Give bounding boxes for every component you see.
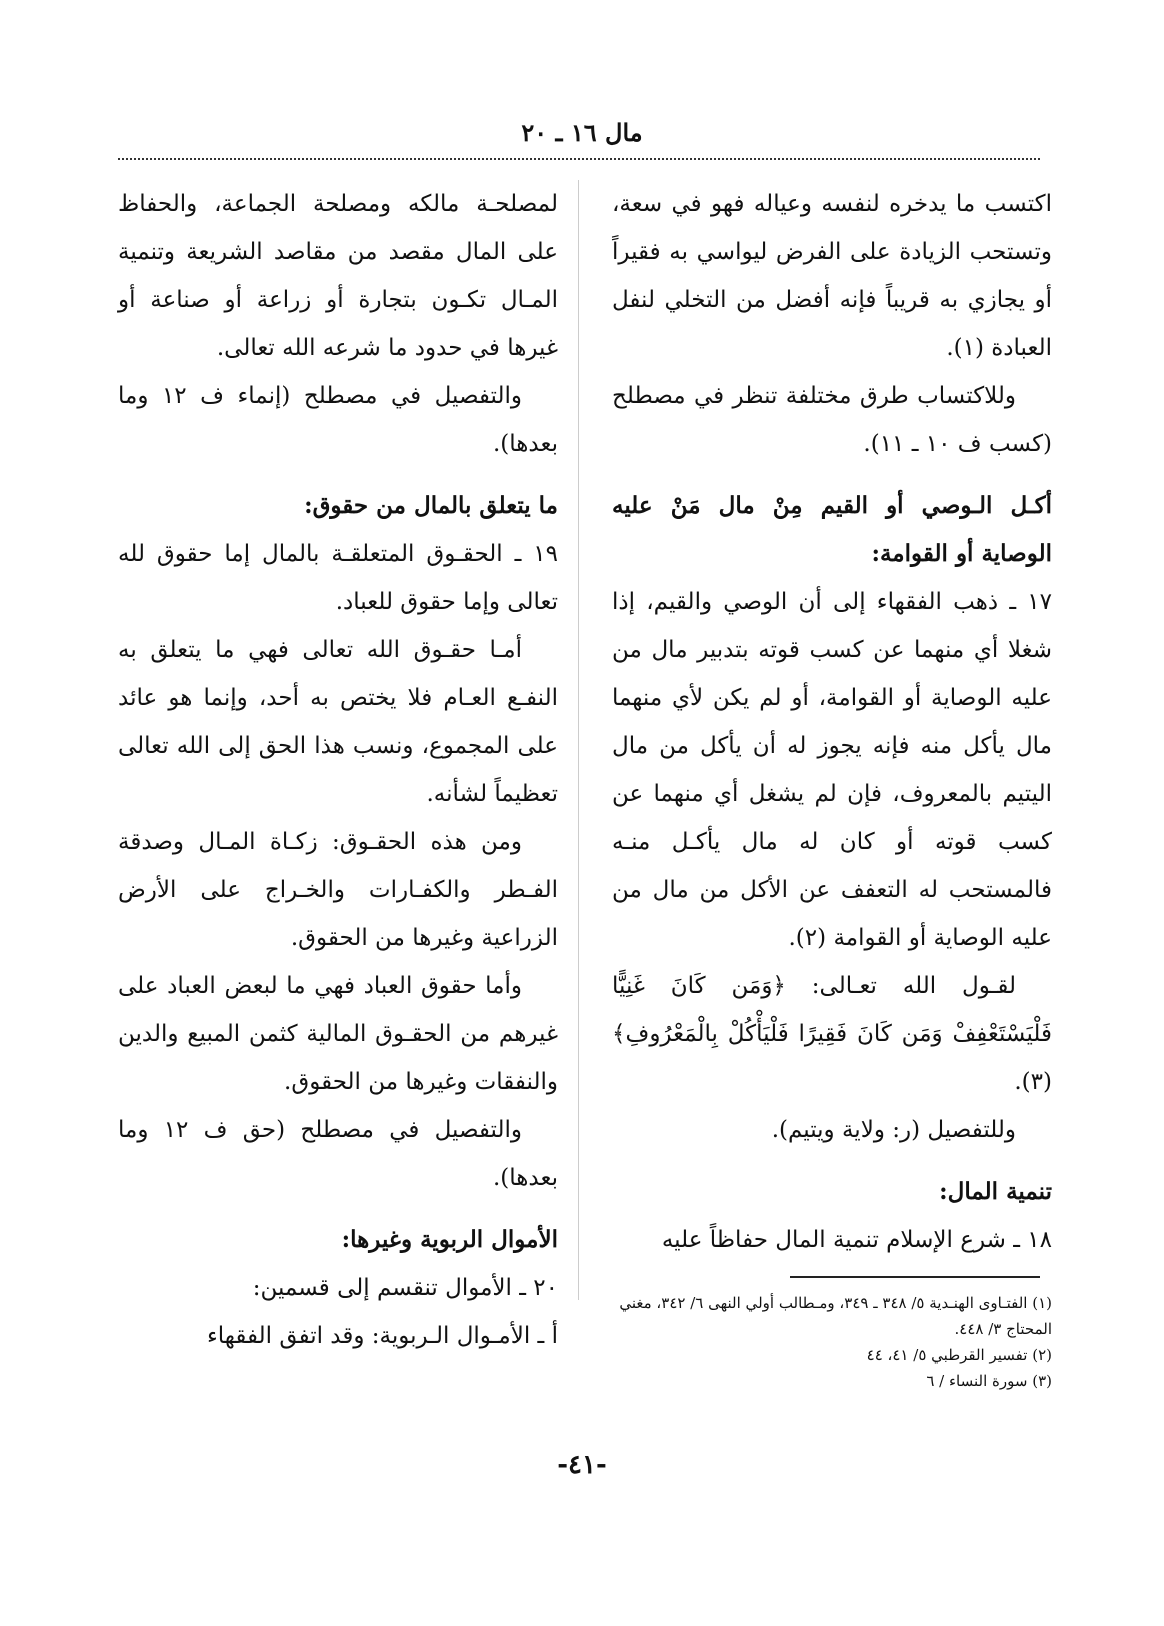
section-heading: ما يتعلق بالمال من حقوق: (304, 492, 558, 519)
page-header-title: مال ١٦ ـ ٢٠ (521, 118, 643, 147)
paragraph: والتفصيل في مصطلح (حق ف ١٢ وما بعدها). (118, 1117, 558, 1191)
paragraph: والتفصيل في مصطلح (إنماء ف ١٢ وما بعدها). (118, 383, 558, 457)
paragraph: ٢٠ ـ الأموال تنقسم إلى قسمين: (252, 1275, 558, 1301)
column-divider (578, 180, 579, 1300)
section-heading: تنمية المال: (939, 1178, 1052, 1205)
footnote-rule (790, 1276, 1040, 1278)
left-column (118, 180, 558, 1360)
footnote: (٣) سورة النساء / ٦ (926, 1372, 1052, 1390)
footnote: (٢) تفسير القرطبي ٥/ ٤١، ٤٤ (866, 1346, 1052, 1364)
quran-quote: لقـول الله تعـالى: ﴿وَمَن كَانَ غَنِيًّا فَلْيَسْتَعْفِفْ وَمَن كَانَ فَقِيرًا فَلْيَأْكُلْ بِالْمَعْرُوفِ﴾ (٣). (612, 973, 1052, 1095)
paragraph: أ ـ الأمـوال الـربوية: وقد اتفق الفقهاء (206, 1323, 558, 1349)
section-heading: أكـل الـوصي أو القيم مِنْ مال مَنْ عليه الوصاية أو القوامة: (612, 492, 1052, 567)
footnote: (١) الفتـاوى الهنـدية ٥/ ٣٤٨ ـ ٣٤٩، ومـطالب أولي النهى ٦/ ٣٤٢، مغني المحتاج ٣/ ٤٤٨. (619, 1294, 1052, 1338)
section-heading: الأموال الربوية وغيرها: (341, 1226, 558, 1253)
paragraph: اكتسب ما يدخره لنفسه وعياله فهو في سعة، وتستحب الزيادة على الفرض ليواسي به فقيراً أو يجازي به قريباً فإنه أفضل من التخلي لنفل العبادة (١). (612, 191, 1052, 361)
paragraph: أمـا حقـوق الله تعالى فهي ما يتعلق به النفـع العـام فلا يختص به أحد، وإنما هو عائد على المجموع، ونسب هذا الحق إلى الله تعالى تعظيماً لشأنه. (118, 637, 558, 807)
paragraph: ١٨ ـ شرع الإسلام تنمية المال حفاظاً عليه (661, 1227, 1052, 1253)
paragraph: وللتفصيل (ر: ولاية ويتيم). (771, 1117, 1016, 1143)
paragraph: لمصلحـة مالكه ومصلحة الجماعة، والحفاظ على المال مقصد من مقاصد الشريعة وتنمية المـال تكـون بتجارة أو زراعة أو صناعة أو غيرها في حدود ما شرعه الله تعالى. (118, 191, 558, 361)
page-number: -٤١- (557, 1450, 607, 1480)
paragraph: ١٧ ـ ذهب الفقهاء إلى أن الوصي والقيم، إذا شغلا أي منهما عن كسب قوته بتدبير مال من عليه الوصاية أو القوامة، أو لم يكن لأي منهما مال يأكل منه فإنه يجوز له أن يأكل من مال اليتيم بالمعروف، فإن لم يشغل أي منهما عن كسب قوته أو كان له مال يأكـل منـه فالمستحب له التعفف عن الأكل من مال من عليه الوصاية أو القوامة (٢). (612, 589, 1052, 951)
header-dotted-rule (118, 158, 1040, 160)
paragraph: وأما حقوق العباد فهي ما لبعض العباد على غيرهم من الحقـوق المالية كثمن المبيع والدين والنفقات وغيرها من الحقوق. (118, 973, 558, 1095)
footnotes (612, 1290, 1052, 1394)
paragraph: ١٩ ـ الحقـوق المتعلقـة بالمال إما حقوق لله تعالى وإما حقوق للعباد. (118, 541, 558, 615)
paragraph: وللاكتساب طرق مختلفة تنظر في مصطلح (كسب ف ١٠ ـ ١١). (612, 383, 1052, 457)
right-column (612, 180, 1052, 1264)
paragraph: ومن هذه الحقـوق: زكـاة المـال وصدقة الفـطر والكفـارات والخـراج على الأرض الزراعية وغيرها من الحقوق. (118, 829, 558, 951)
